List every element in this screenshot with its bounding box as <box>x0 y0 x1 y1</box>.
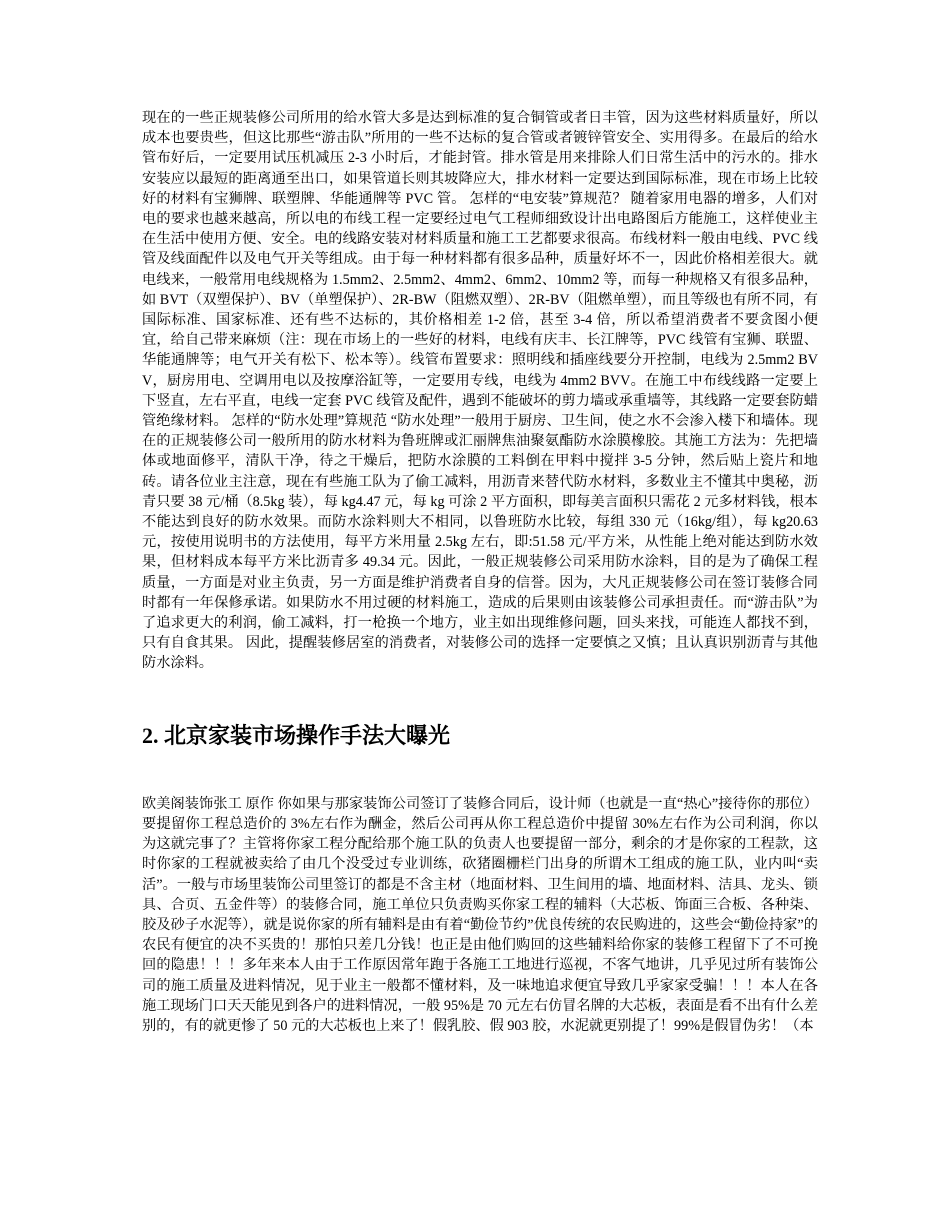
body-paragraph-1: 现在的一些正规装修公司所用的给水管大多是达到标准的复合铜管或者日丰管，因为这些材料质量好，所以成本也要贵些，但这比那些“游击队”所用的一些不达标的复合管或者镀锌管安全、实用得多。在最后的给水管布好后，一定要用试压机减压 2-3 小时后，才能封管。排水管是用来排除人们日常生活中的污水的。排水安装应以最短的距离通至出口，如果管道长则其坡降应大，排水材料一定要达到国际标准，现在市场上比较好的材料有宝狮牌、联塑牌、华能通牌等 PVC 管。 怎样的“电安装”算规范？ 随着家用电器的增多，人们对电的要求也越来越高，所以电的布线工程一定要经过电气工程师细致设计出电路图后方能施工，这样使业主在生活中使用方便、安全。电的线路安装对材料质量和施工工艺都要求很高。布线材料一般由电线、PVC 线管及线面配件以及电气开关等组成。由于每一种材料都有很多品种，质量好坏不一，因此价格相差很大。就电线来，一般常用电线规格为 1.5mm2、2.5mm2、4mm2、6mm2、10mm2 等，而每一种规格又有很多品种，如 BVT（双塑保护）、BV（单塑保护）、2R-BW（阻燃双塑）、2R-BV（阻燃单塑），而且等级也有所不同，有国际标准、国家标准、还有些不达标的，其价格相差 1-2 倍，甚至 3-4 倍，所以希望消费者不要贪图小便宜，给自己带来麻烦（注：现在市场上的一些好的材料，电线有庆丰、长江牌等，PVC 线管有宝狮、联盟、华能通牌等；电气开关有松下、松本等）。线管布置要求：照明线和插座线要分开控制，电线为 2.5mm2 BVV，厨房用电、空调用电以及按摩浴缸等，一定要用专线，电线为 4mm2 BVV。在施工中布线线路一定要上下竖直，左右平直，电线一定套 PVC 线管及配件，遇到不能破坏的剪力墙或承重墙等，其线路一定要套防蜡管绝缘材料。 怎样的“防水处理”算规范 “防水处理”一般用于厨房、卫生间，使之水不会渗入楼下和墙体。现在的正规装修公司一般所用的防水材料为鲁班牌或汇丽牌焦油聚氨酯防水涂膜橡胶。其施工方法为：先把墙体或地面修平，清队干净，待之干燥后，把防水涂膜的工料倒在甲料中搅拌 3-5 分钟，然后贴上瓷片和地砖。请各位业主注意，现在有些施工队为了偷工减料，用沥青来替代防水材料，多数业主不懂其中奥秘，沥青只要 38 元/桶（8.5kg 装），每 kg4.47 元，每 kg 可涂 2 平方面积，即每美言面积只需花 2 元多材料钱，根本不能达到良好的防水效果。而防水涂料则大不相同，以鲁班防水比较，每组 330 元（16kg/组），每 kg20.63 元，按使用说明书的方法使用，每平方米用量 2.5kg 左右，即:51.58 元/平方米，从性能上绝对能达到防水效果，但材料成本每平方米比沥青多 49.34 元。因此，一般正规装修公司采用防水涂料，目的是为了确保工程质量，一方面是对业主负责，另一方面是维护消费者自身的信誉。因为，大凡正规装修公司在签订装修合同时都有一年保修承诺。如果防水不用过硬的材料施工，造成的后果则由该装修公司承担责任。而“游击队”为了追求更大的利润，偷工减料，打一枪换一个地方，业主如出现维修问题，回头来找，可能连人都找不到，只有自食其果。 因此，提醒装修居室的消费者，对装修公司的选择一定要慎之又慎；且认真识别沥青与其他防水涂料。 <box>142 110 818 672</box>
body-paragraph-2: 欧美阁装饰张工 原作 你如果与那家装饰公司签订了装修合同后，设计师（也就是一直“热心”接待你的那位）要提留你工程总造价的 3%左右作为酬金，然后公司再从你工程总造价中提留 30%左右作为公司利润，你以为这就完事了？主管将你家工程分配给那个施工队的负责人也要提留一部分，剩余的才是你家的工程款，这时你家的工程就被卖给了由几个没受过专业训练，砍猪圈栅栏门出身的所谓木工组成的施工队，业内叫“卖活”。一般与市场里装饰公司里签订的都是不含主材（地面材料、卫生间用的墙、地面材料、洁具、龙头、锁具、合页、五金件等）的装修合同，施工单位只负责购买你家工程的辅料（大芯板、饰面三合板、各种柒、胶及砂子水泥等），就是说你家的所有辅料是由有着“勤俭节约”优良传统的农民购进的，这些会“勤俭持家”的农民有便宜的决不买贵的！那怕只差几分钱！也正是由他们购回的这些辅料给你家的装修工程留下了不可挽回的隐患！！！多年来本人由于工作原因常年跑于各施工工地进行巡视，不客气地讲，几乎见过所有装饰公司的施工质量及进料情况，见于业主一般都不懂材料，及一味地追求便宜导致几乎家家受骗！！！本人在各施工现场门口天天能见到各户的进料情况，一般 95%是 70 元左右仿冒名牌的大芯板，表面是看不出有什么差别的，有的就更惨了 50 元的大芯板也上来了！假乳胶、假 903 胶，水泥就更别提了！99%是假冒伪劣！（本 <box>142 795 818 1034</box>
document-page <box>142 108 818 1036</box>
section-heading: 2. 北京家装市场操作手法大曝光 <box>142 722 451 748</box>
